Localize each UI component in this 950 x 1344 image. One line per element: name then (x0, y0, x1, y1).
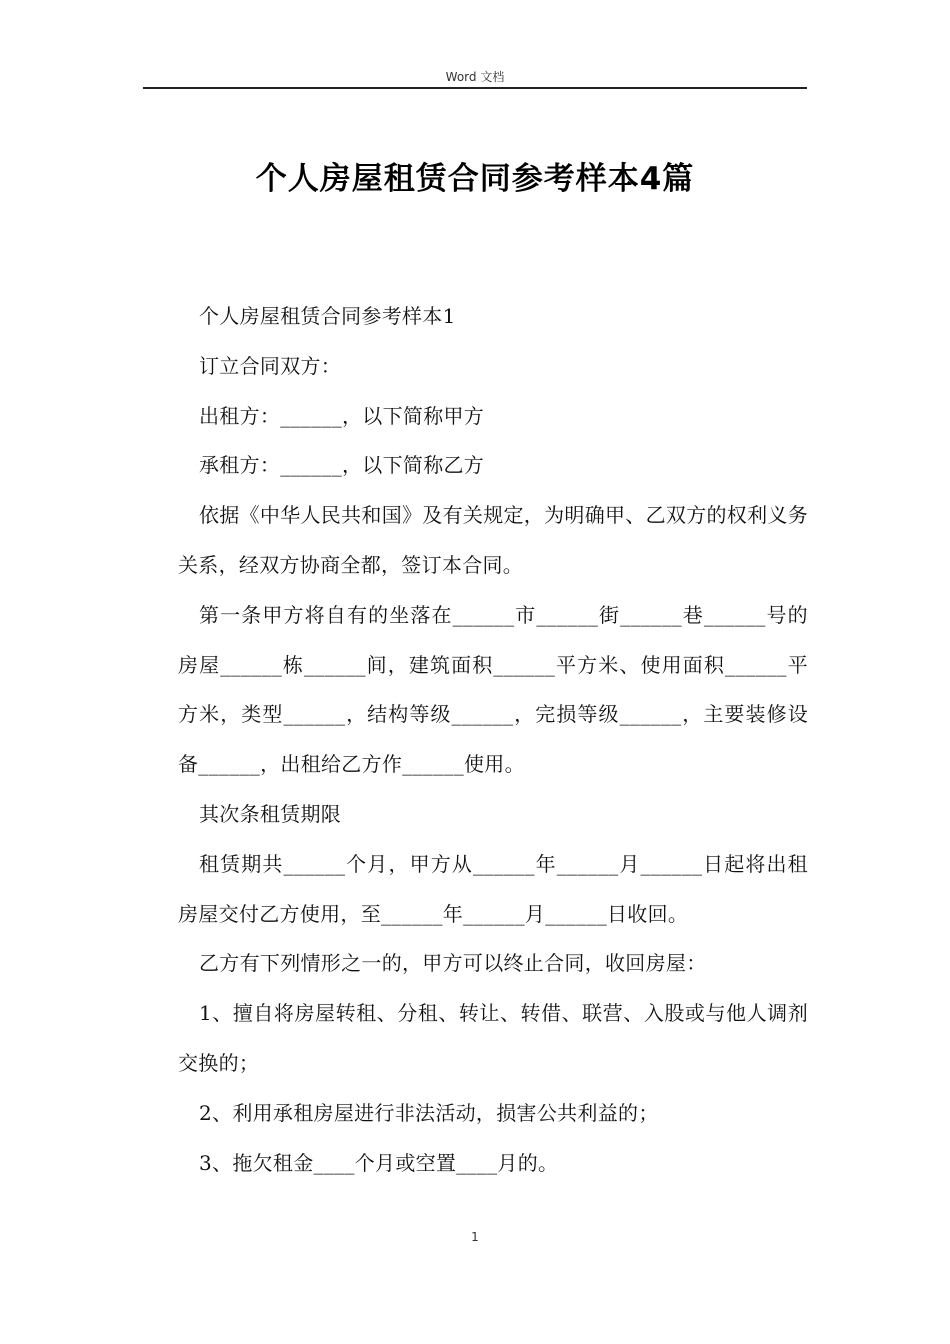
page-header: Word 文档 (445, 70, 505, 84)
page-number: 1 (471, 1230, 479, 1244)
paragraph: 承租方：______，以下简称乙方 (199, 453, 485, 478)
paragraph: 其次条租赁期限 (199, 801, 342, 826)
paragraph: 3、拖欠租金____个月或空置____月的。 (199, 1150, 559, 1175)
paragraph: 个人房屋租赁合同参考样本1 (199, 304, 456, 328)
paragraph: 出租方：______，以下简称甲方 (199, 403, 485, 428)
paragraph: 1、擅自将房屋转租、分租、转让、转借、联营、入股或与他人调剂交换的； (178, 1001, 808, 1075)
paragraph: 第一条甲方将自有的坐落在______市______街______巷______号的房屋______栋______间，建筑面积______平方米、使用面积______平方米，类型______，结构等级______，完损等级______，主要装修设备______，出租给乙方作______使用。 (178, 602, 808, 777)
paragraph: 依据《中华人民共和国》及有关规定，为明确甲、乙双方的权利义务关系，经双方协商全都，签订本合同。 (178, 503, 808, 577)
paragraph: 2、利用承租房屋进行非法活动，损害公共利益的； (199, 1100, 659, 1125)
header-divider (143, 87, 807, 89)
document-body (178, 292, 808, 1188)
paragraph: 乙方有下列情形之一的，甲方可以终止合同，收回房屋： (199, 951, 707, 976)
paragraph: 订立合同双方： (199, 353, 342, 378)
document-title: 个人房屋租赁合同参考样本4篇 (255, 161, 695, 197)
paragraph: 租赁期共______个月，甲方从______年______月______日起将出租房屋交付乙方使用，至______年______月______日收回。 (178, 851, 808, 926)
